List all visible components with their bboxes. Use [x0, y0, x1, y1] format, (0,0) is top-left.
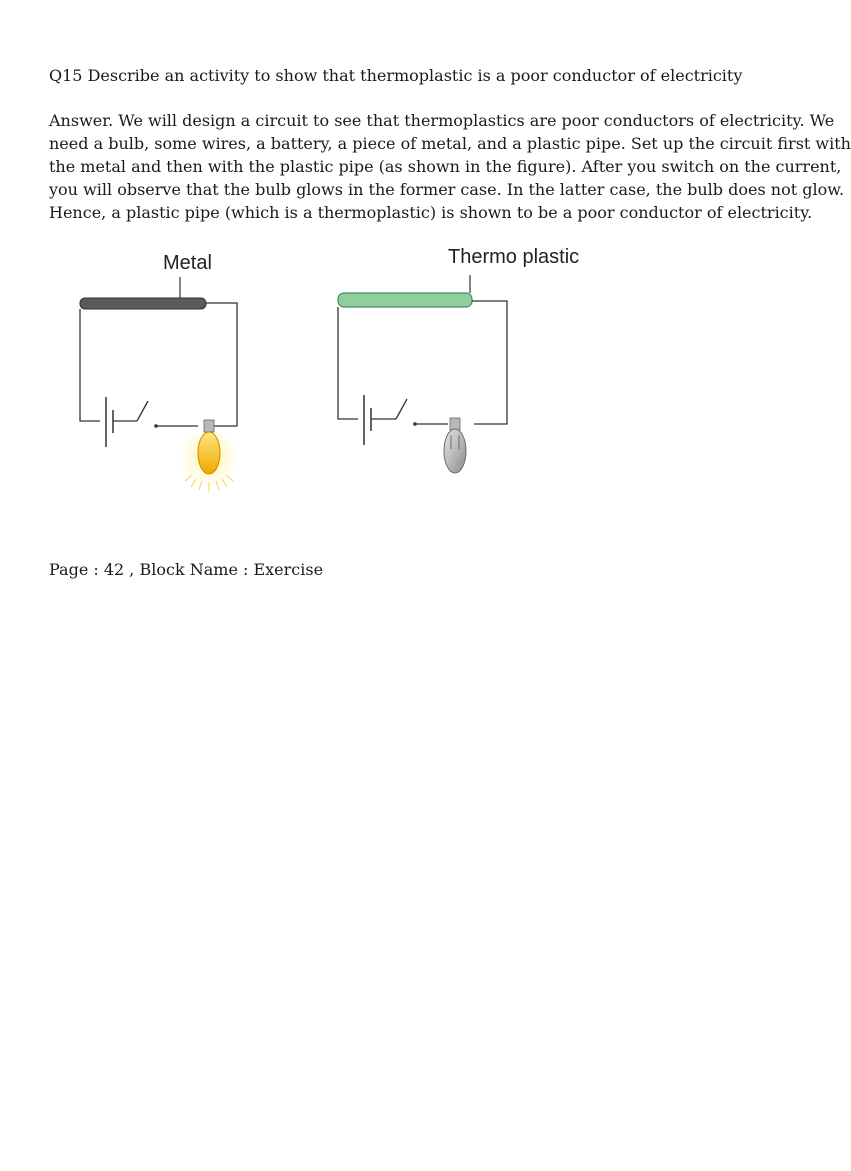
- answer-line: the metal and then with the plastic pipe (as shown in the figure). After you switch on the current,: [49, 157, 842, 176]
- plastic-label: Thermo plastic: [448, 246, 580, 268]
- bulb-cap: [450, 418, 460, 430]
- metal-wire-left: [80, 309, 100, 421]
- page-footer: Page : 42 , Block Name : Exercise: [49, 560, 324, 579]
- bulb-on-icon: [198, 432, 220, 474]
- bulb-cap: [204, 420, 214, 432]
- circuit-figure: [60, 235, 580, 500]
- plastic-wire-right: [472, 301, 507, 424]
- plastic-wire-left: [338, 307, 358, 419]
- plastic-rod: [338, 293, 472, 307]
- answer-paragraph: [49, 109, 851, 224]
- plastic-circuit: [338, 246, 579, 473]
- answer-line: need a bulb, some wires, a battery, a piece of metal, and a plastic pipe. Set up the circuit first with: [49, 134, 851, 153]
- question-text: Q15 Describe an activity to show that thermoplastic is a poor conductor of electricity: [49, 66, 743, 85]
- metal-rod: [80, 298, 206, 309]
- answer-line: you will observe that the bulb glows in the former case. In the latter case, the bulb does not glow.: [49, 180, 845, 199]
- switch-lever: [396, 399, 407, 419]
- answer-line: Hence, a plastic pipe (which is a thermoplastic) is shown to be a poor conductor of electricity.: [49, 203, 813, 222]
- metal-label: Metal: [163, 252, 212, 274]
- metal-wire-right: [206, 303, 237, 426]
- metal-circuit: [80, 252, 239, 492]
- switch-lever: [137, 401, 148, 421]
- answer-line: Answer. We will design a circuit to see that thermoplastics are poor conductors of electricity. We: [49, 111, 835, 130]
- circuit-diagram: [60, 235, 580, 500]
- bulb-off-icon: [444, 429, 466, 473]
